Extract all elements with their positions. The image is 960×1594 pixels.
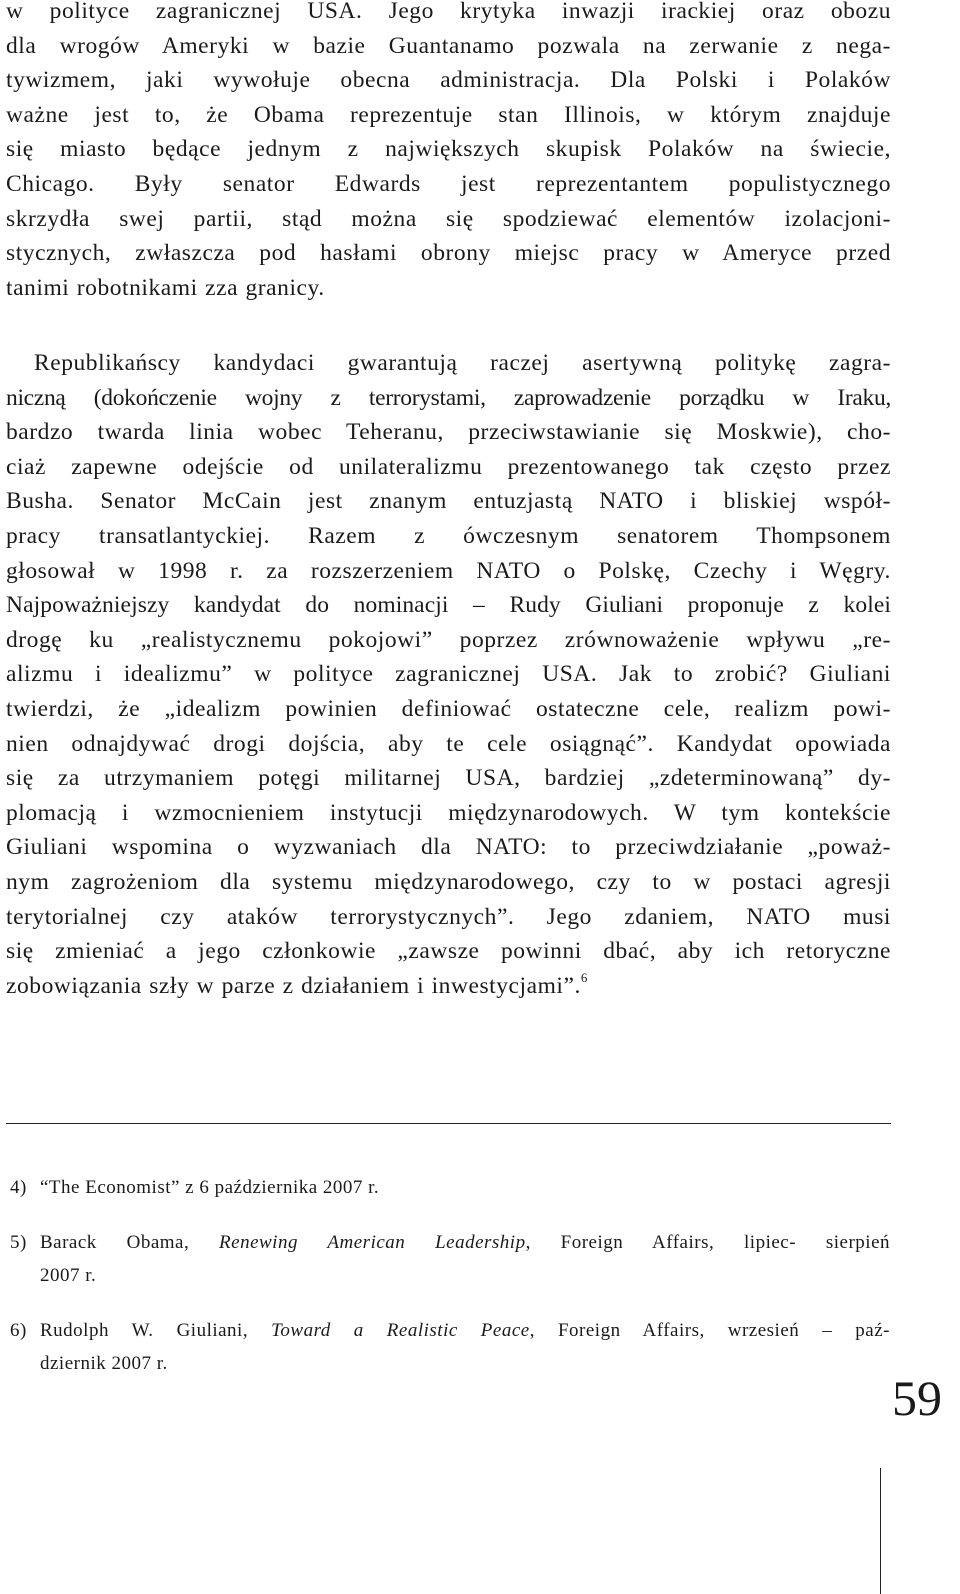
- text-line: twierdzi, że „idealizm powinien definiować ostateczne cele, realizm powi-: [6, 695, 891, 722]
- text-line-final-content: zobowiązania szły w parze z działaniem i inwestycjami”.: [6, 972, 581, 999]
- text-line: plomacją i wzmocnieniem instytucji międzynarodowych. W tym kontekście: [6, 799, 891, 826]
- footnote-line: [10, 1314, 890, 1347]
- text-line: Busha. Senator McCain jest znanym entuzjastą NATO i bliskiej współ-: [6, 488, 891, 515]
- text-line-final: [6, 969, 891, 1004]
- text-line: alizmu i idealizmu” w polityce zagranicznej USA. Jak to zrobić? Giuliani: [6, 661, 891, 688]
- footnote-6: [10, 1314, 890, 1380]
- text-line: się zmieniać a jego członkowie „zawsze powinni dbać, aby ich retoryczne: [6, 938, 891, 965]
- text-line: Najpoważniejszy kandydat do nominacji – Rudy Giuliani proponuje z kolei: [6, 592, 891, 619]
- text-line: ciaż zapewne odejście od unilateralizmu prezentowanego tak często przez: [6, 453, 891, 480]
- text-line: w polityce zagranicznej USA. Jego krytyka inwazji irackiej oraz obozu: [6, 0, 891, 24]
- text-line: ważne jest to, że Obama reprezentuje stan Illinois, w którym znajduje: [6, 101, 891, 128]
- page-number: 59: [892, 1370, 942, 1426]
- text-line: stycznych, zwłaszcza pod hasłami obrony miejsc pracy w Ameryce przed: [6, 240, 891, 267]
- footnote-text-before: Barack Obama,: [40, 1232, 220, 1253]
- footnote-number: 5): [10, 1232, 27, 1253]
- footnote-title: Toward a Realistic Peace: [271, 1320, 530, 1341]
- text-line: się miasto będące jednym z największych skupisk Polaków na świecie,: [6, 136, 891, 163]
- text-line: terytorialnej czy ataków terrorystycznych”. Jego zdaniem, NATO musi: [6, 903, 891, 930]
- body-paragraph-1: [6, 0, 891, 305]
- text-line: się za utrzymaniem potęgi militarnej USA, bardziej „zdeterminowaną” dy-: [6, 765, 891, 792]
- margin-rule: [880, 1468, 881, 1594]
- text-line: Chicago. Były senator Edwards jest reprezentantem populistycznego: [6, 170, 891, 197]
- text-line: pracy transatlantyckiej. Razem z ówczesnym senatorem Thompsonem: [6, 522, 891, 549]
- footnote-5: [10, 1226, 890, 1292]
- footnote-reference[interactable]: 6: [580, 969, 588, 985]
- body-paragraph-2: [6, 346, 891, 1003]
- text-line: dla wrogów Ameryki w bazie Guantanamo pozwala na zerwanie z nega-: [6, 32, 891, 59]
- footnote-text: “The Economist” z 6 października 2007 r.: [40, 1177, 380, 1198]
- text-line: tywizmem, jaki wywołuje obecna administracja. Dla Polski i Polaków: [6, 67, 891, 94]
- footnote-number: 4): [10, 1177, 27, 1198]
- footnote-text-after: , Foreign Affairs, lipiec- sierpień: [525, 1232, 891, 1253]
- footnote-separator: [6, 1123, 891, 1124]
- footnote-number: 6): [10, 1320, 27, 1341]
- text-line: Giuliani wspomina o wyzwaniach dla NATO: to przeciwdziałanie „poważ-: [6, 834, 891, 861]
- footnote-4: [10, 1171, 890, 1204]
- text-line: nym zagrożeniom dla systemu międzynarodowego, czy to w postaci agresji: [6, 868, 891, 895]
- footnote-continuation: dziernik 2007 r.: [40, 1353, 168, 1374]
- text-line: bardzo twarda linia wobec Teheranu, przeciwstawianie się Moskwie), cho-: [6, 419, 891, 446]
- text-line: drogę ku „realistycznemu pokojowi” poprzez zrównoważenie wpływu „re-: [6, 626, 891, 653]
- text-line: skrzydła swej partii, stąd można się spodziewać elementów izolacjoni-: [6, 205, 891, 232]
- footnote-continuation: 2007 r.: [40, 1265, 97, 1286]
- footnote-title: Renewing American Leadership: [219, 1232, 526, 1253]
- text-line: głosował w 1998 r. za rozszerzeniem NATO o Polskę, Czechy i Węgry.: [6, 557, 891, 584]
- footnote-text-before: Rudolph W. Giuliani,: [40, 1320, 272, 1341]
- text-line: Republikańscy kandydaci gwarantują raczej asertywną politykę zagra-: [34, 350, 891, 376]
- text-line: niczną (dokończenie wojny z terrorystami, zaprowadzenie porządku w Iraku,: [6, 384, 891, 411]
- footnote-text-after: , Foreign Affairs, wrzesień – paź-: [529, 1320, 890, 1341]
- text-line: nien odnajdywać drogi dojścia, aby te cele osiągnąć”. Kandydat opowiada: [6, 730, 891, 757]
- text-line: tanimi robotnikami zza granicy.: [6, 274, 325, 301]
- footnote-line: [10, 1226, 890, 1259]
